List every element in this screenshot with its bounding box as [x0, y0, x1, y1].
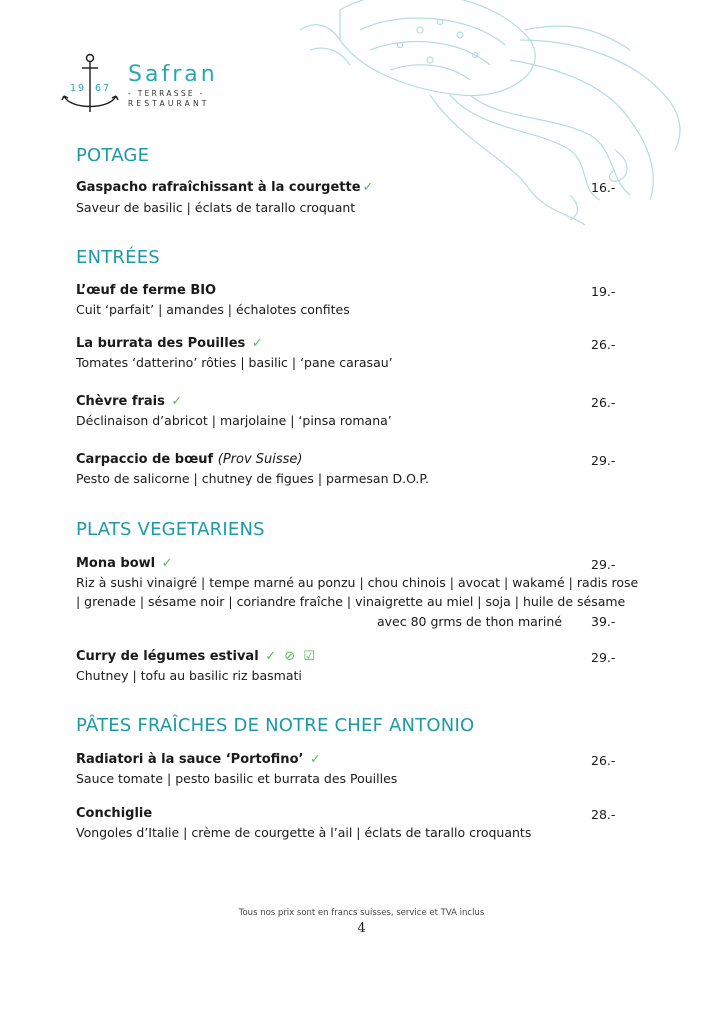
menu-item-description: Riz à sushi vinaigré | tempe marné au ponzu | chou chinois | avocat | wakamé | radis rose	[76, 575, 639, 590]
menu-item-price: 29.-	[591, 453, 616, 468]
check-icon: ✓	[309, 752, 321, 767]
menu-item-name: Curry de légumes estival ✓ ⊘ ☑	[76, 649, 317, 664]
menu-item-price: 16.-	[591, 180, 616, 195]
check-icon: ✓	[362, 180, 374, 195]
menu-item-price: 26.-	[591, 337, 616, 352]
section-title-pates-fraiches: PÂTES FRAÎCHES DE NOTRE CHEF ANTONIO	[76, 715, 475, 736]
menu-item-description: Pesto de salicorne | chutney de figues | parmesan D.O.P.	[76, 471, 429, 486]
menu-item-price: 26.-	[591, 395, 616, 410]
logo-year-left: 19	[70, 83, 87, 94]
menu-item-price: 29.-	[591, 557, 616, 572]
menu-item-price: 28.-	[591, 807, 616, 822]
diet-icons: ✓ ⊘ ☑	[265, 649, 317, 664]
menu-item-option: avec 80 grms de thon mariné	[377, 614, 563, 629]
logo-subtitle-restaurant: RESTAURANT	[128, 99, 210, 108]
menu-item-option-price: 39.-	[591, 614, 616, 629]
menu-item-description: Saveur de basilic | éclats de tarallo croquant	[76, 200, 356, 215]
menu-item-name: L’œuf de ferme BIO	[76, 283, 217, 298]
menu-item-name: Chèvre frais ✓	[76, 394, 183, 409]
menu-item-description: Cuit ‘parfait’ | amandes | échalotes confites	[76, 302, 350, 317]
menu-item-price: 19.-	[591, 284, 616, 299]
menu-item-description: Chutney | tofu au basilic riz basmati	[76, 668, 302, 683]
menu-item-description: Vongoles d’Italie | crème de courgette à l’ail | éclats de tarallo croquants	[76, 825, 532, 840]
menu-item-description-continued: | grenade | sésame noir | coriandre fraîche | vinaigrette au miel | soja | huile de sésame	[76, 594, 626, 609]
section-title-entrees: ENTRÉES	[76, 247, 160, 268]
page-number: 4	[357, 921, 366, 936]
menu-item-note: (Prov Suisse)	[217, 452, 303, 467]
menu-item-name: Radiatori à la sauce ‘Portofino’ ✓	[76, 752, 321, 767]
section-title-potage: POTAGE	[76, 145, 150, 166]
menu-item-description: Déclinaison d’abricot | marjolaine | ‘pinsa romana’	[76, 413, 392, 428]
logo-name: Safran	[128, 62, 218, 87]
menu-item-price: 29.-	[591, 650, 616, 665]
menu-item-name: Gaspacho rafraîchissant à la courgette ✓	[76, 180, 374, 195]
menu-item-description: Tomates ‘datterino’ rôties | basilic | ‘pane carasau’	[76, 355, 393, 370]
check-icon: ✓	[171, 394, 183, 409]
check-icon: ✓	[251, 336, 263, 351]
price-footnote: Tous nos prix sont en francs suisses, service et TVA inclus	[238, 908, 485, 918]
menu-item-name: Mona bowl ✓	[76, 556, 173, 571]
logo-subtitle-terrasse: - TERRASSE -	[128, 89, 205, 98]
menu-item-name: La burrata des Pouilles ✓	[76, 336, 263, 351]
menu-item-name: Conchiglie	[76, 806, 153, 821]
menu-item-name: Carpaccio de bœuf (Prov Suisse)	[76, 452, 303, 467]
check-icon: ✓	[161, 556, 173, 571]
restaurant-logo	[60, 52, 240, 122]
menu-item-price: 26.-	[591, 753, 616, 768]
section-title-plats-vegetariens: PLATS VEGETARIENS	[76, 519, 265, 540]
logo-year-right: 67	[95, 83, 112, 94]
menu-item-description: Sauce tomate | pesto basilic et burrata des Pouilles	[76, 771, 398, 786]
